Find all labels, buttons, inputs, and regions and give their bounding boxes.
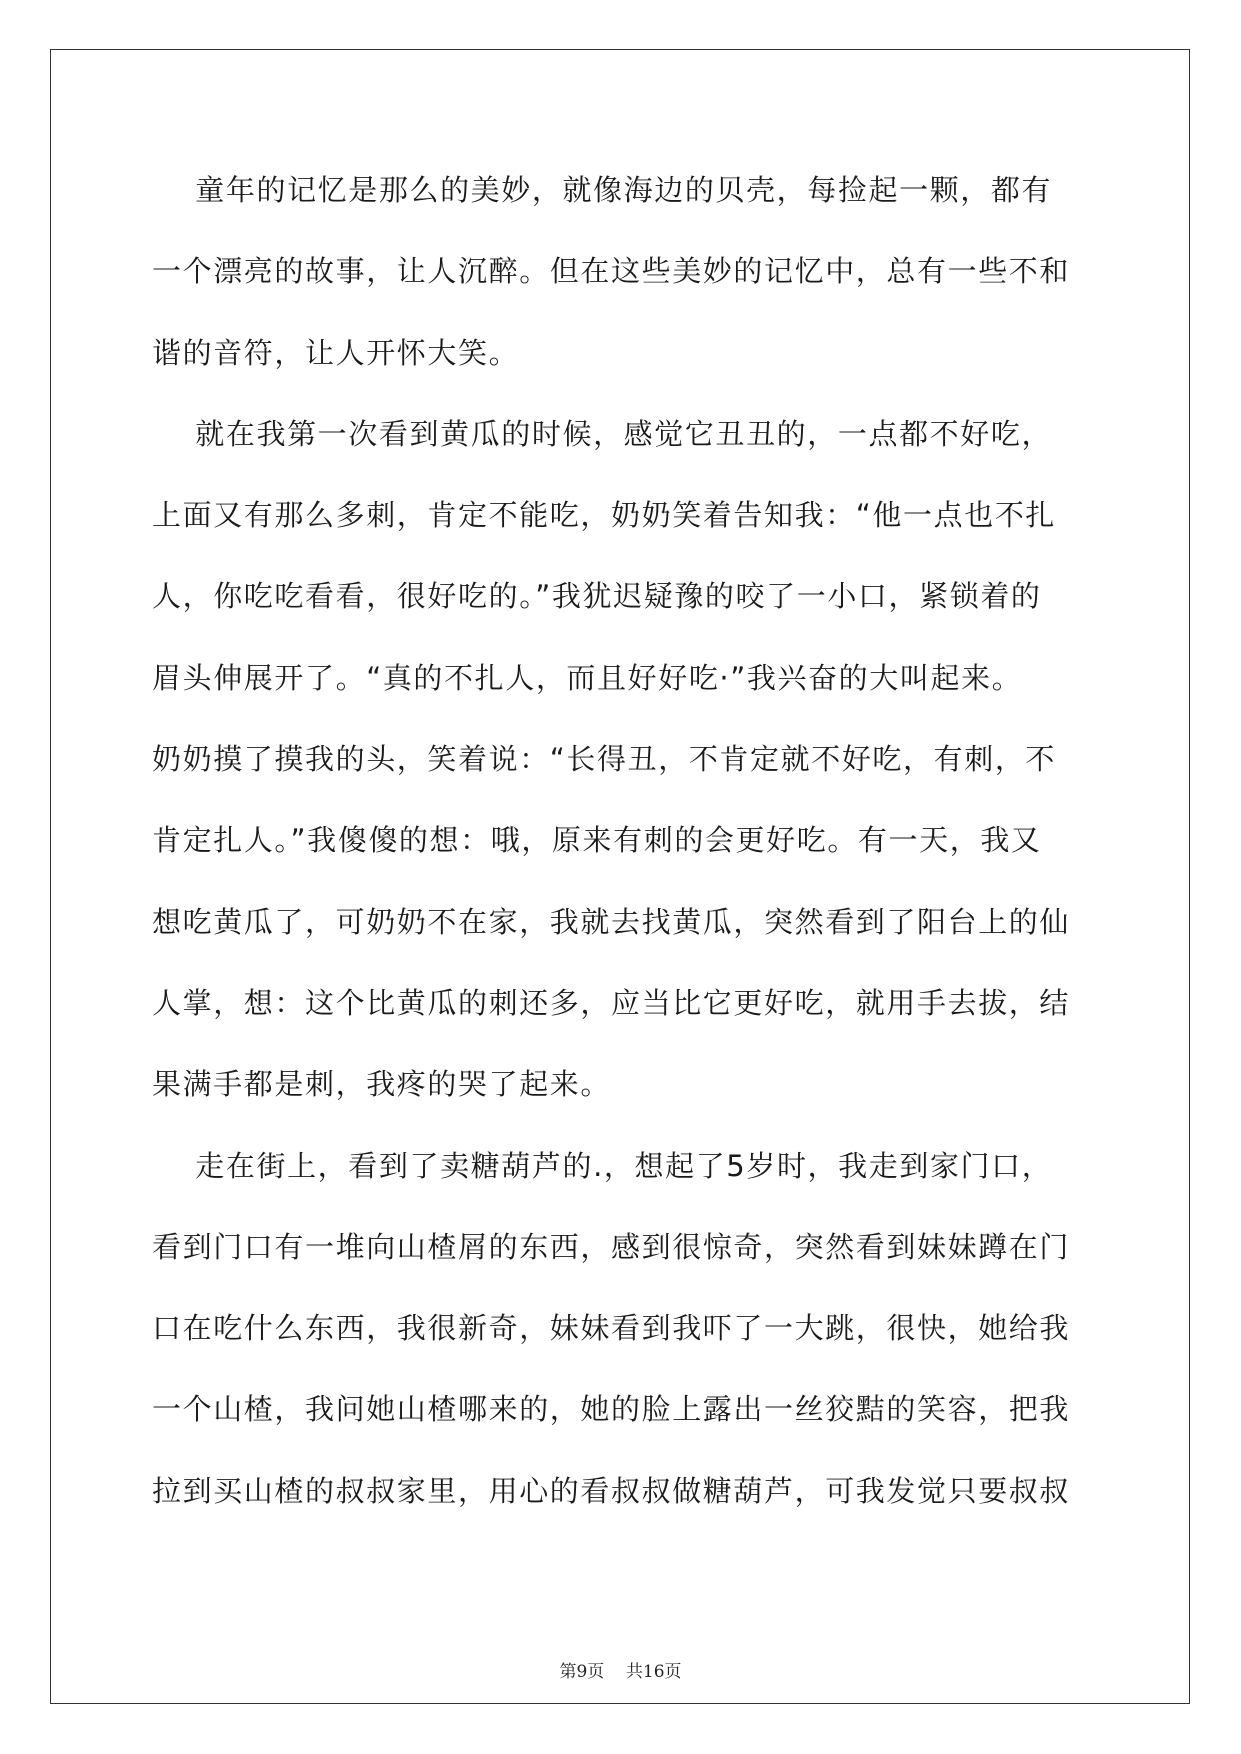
text-line: 肯定扎人。”我傻傻的想：哦，原来有刺的会更好吃。有一天，我又: [152, 823, 1042, 858]
text-line: 上面又有那么多刺，肯定不能吃，奶奶笑着告知我：“他一点也不扎: [152, 498, 1057, 533]
document-body: [152, 150, 1102, 1532]
text-line: 就在我第一次看到黄瓜的时候，感觉它丑丑的，一点都不好吃，: [152, 416, 1053, 451]
text-line: 走在街上，看到了卖糖葫芦的.，想起了5岁时，我走到家门口，: [152, 1148, 1053, 1183]
page-footer: [0, 1657, 1241, 1682]
text-line: 人掌，想：这个比黄瓜的刺还多，应当比它更好吃，就用手去拔，结: [152, 985, 1071, 1020]
text-line: 谐的音符，让人开怀大笑。: [152, 335, 520, 370]
text-line: 奶奶摸了摸我的头，笑着说：“长得丑，不肯定就不好吃，有刺，不: [152, 742, 1057, 777]
text-line: 人，你吃吃看看，很好吃的。”我犹迟疑豫的咬了一小口，紧锁着的: [152, 579, 1042, 614]
text-line: 拉到买山楂的叔叔家里，用心的看叔叔做糖葫芦，可我发觉只要叔叔: [152, 1473, 1071, 1508]
text-line: 眉头伸展开了。“真的不扎人，而且好好吃·”我兴奋的大叫起来。: [152, 660, 1023, 695]
text-line: 口在吃什么东西，我很新奇，妹妹看到我吓了一大跳，很快，她给我: [152, 1311, 1071, 1346]
text-line: 果满手都是刺，我疼的哭了起来。: [152, 1067, 612, 1102]
page-total: 共16页: [625, 1662, 682, 1682]
text-line: 一个山楂，我问她山楂哪来的，她的脸上露出一丝狡黠的笑容，把我: [152, 1392, 1071, 1427]
page-number: 第9页: [559, 1662, 605, 1682]
text-line: 童年的记忆是那么的美妙，就像海边的贝壳，每捡起一颗，都有: [152, 173, 1053, 207]
text-line: 想吃黄瓜了，可奶奶不在家，我就去找黄瓜，突然看到了阳台上的仙: [152, 904, 1071, 939]
text-line: 看到门口有一堆向山楂屑的东西，感到很惊奇，突然看到妹妹蹲在门: [152, 1229, 1071, 1264]
text-line: 一个漂亮的故事，让人沉醉。但在这些美妙的记忆中，总有一些不和: [152, 254, 1071, 289]
